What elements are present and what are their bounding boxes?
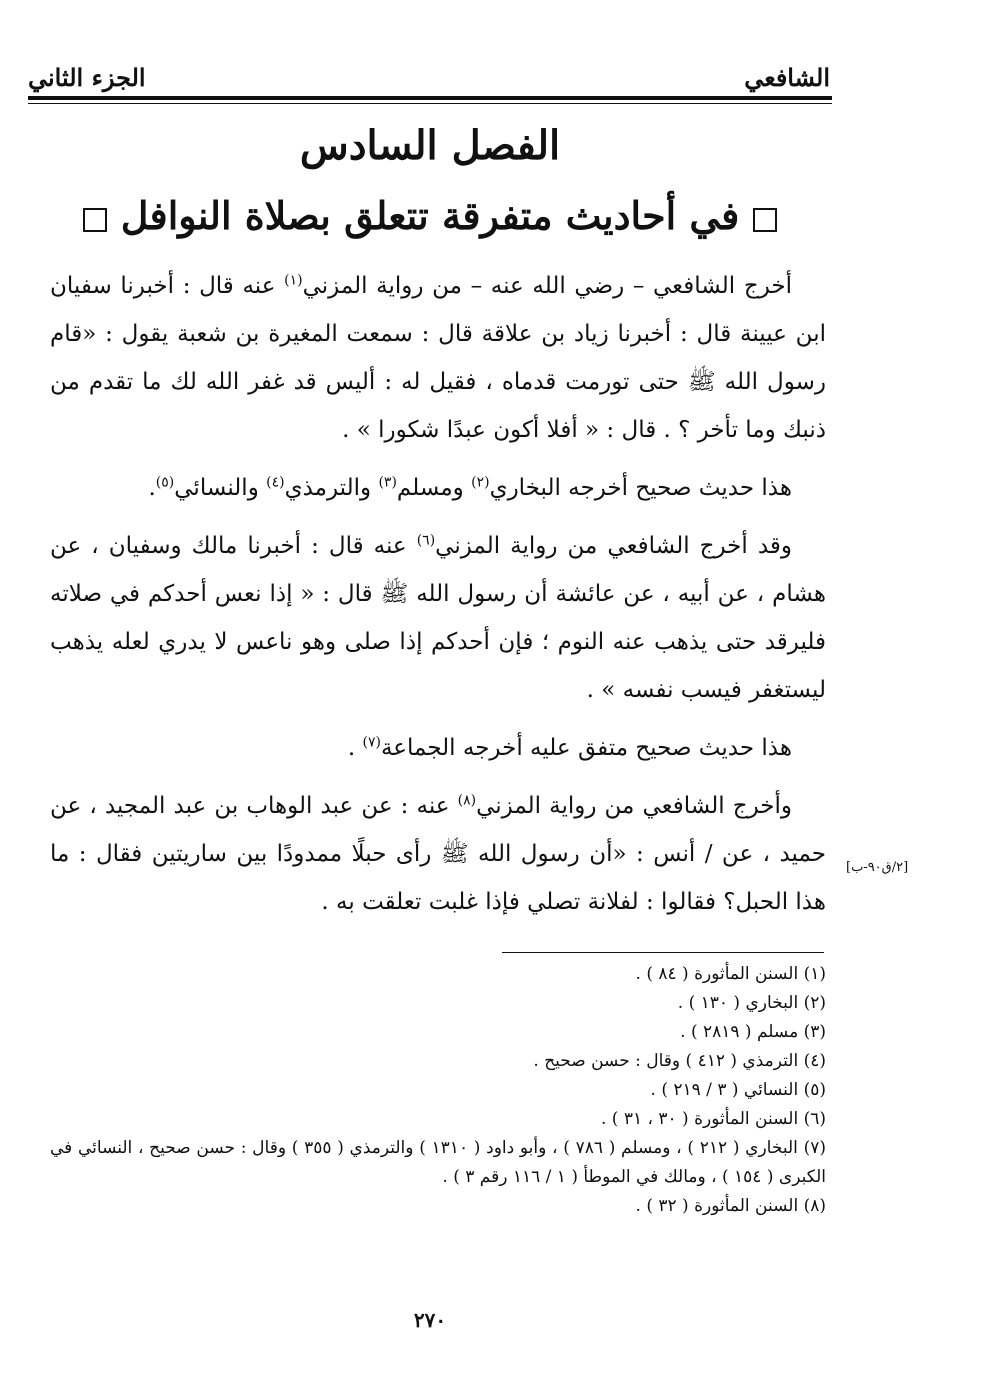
paragraph-2-text-e: . [148,475,156,501]
main-text [50,262,826,936]
paragraph-2-text-c: والترمذي [284,475,379,501]
chapter-title: الفصل السادس [299,122,561,169]
footnote-7: (٧) البخاري ( ٢١٢ ) ، ومسلم ( ٧٨٦ ) ، وأبو داود ( ١٣١٠ ) والترمذي ( ٣٥٥ ) وقال : حسن صحيح ، النسائي في الكبرى ( ١٥٤ ) ، ومالك في الموطأ ( ١ / ١١٦ رقم ٣ ) . [50,1138,826,1187]
footnote-8: (٨) السنن المأثورة ( ٣٢ ) . [635,1196,826,1216]
paragraph-3-text-a: وقد أخرج الشافعي من رواية المزني [435,533,792,559]
footnote-ref-5[interactable]: (٥) [155,474,175,491]
paragraph-5 [50,782,826,926]
paragraph-2-text-a: هذا حديث صحيح أخرجه البخاري [489,475,792,501]
square-ornament-left [83,208,107,232]
running-header [28,52,830,92]
footnote-ref-3[interactable]: (٣) [378,474,397,491]
footnote-separator [502,952,824,953]
footnote-2: (٢) البخاري ( ١٣٠ ) . [677,993,826,1013]
footnote-ref-4[interactable]: (٤) [266,474,285,491]
footnote-6: (٦) السنن المأثورة ( ٣٠ ، ٣١ ) . [600,1109,826,1129]
chapter-subtitle [28,188,832,244]
footnote-ref-2[interactable]: (٢) [471,474,490,491]
paragraph-4 [50,724,826,772]
paragraph-1-text-a: أخرج الشافعي – رضي الله عنه – من رواية المزني [302,273,792,299]
paragraph-2 [50,464,826,512]
footnote-4: (٤) الترمذي ( ٤١٢ ) وقال : حسن صحيح . [533,1051,826,1071]
square-ornament-right [753,208,777,232]
footnote-ref-8[interactable]: (٨) [457,792,477,809]
paragraph-1-text-b: عنه قال : أخبرنا سفيان ابن عيينة قال : أخبرنا زياد بن علاقة قال : سمعت المغيرة بن شعبة يقول : «قام رسول الله ﷺ حتى تورمت قدماه ، فقيل له : أليس قد غفر الله لك ما تقدم من ذنبك وما تأخر ؟ . قال : « أفلا أكون عبدًا شكورا » . [50,273,826,443]
header-volume: الجزء الثاني [28,63,146,92]
footnote-5: (٥) النسائي ( ٣ / ٢١٩ ) . [650,1080,826,1100]
footnote-3: (٣) مسلم ( ٢٨١٩ ) . [680,1022,826,1042]
paragraph-2-text-d: والنسائي [174,475,267,501]
paragraph-1 [50,262,826,454]
paragraph-4-text-a: هذا حديث صحيح متفق عليه أخرجه الجماعة [380,735,792,761]
footnote-ref-6[interactable]: (٦) [416,532,436,549]
page-number: ٢٧٠ [413,1308,447,1332]
header-rule-thin [28,103,832,104]
footnote-ref-7[interactable]: (٧) [362,734,381,751]
footnote-ref-1[interactable]: (١) [284,272,303,289]
header-rule-thick [28,96,832,100]
chapter-subtitle-text: في أحاديث متفرقة تتعلق بصلاة النوافل [120,193,740,238]
paragraph-4-text-b: . [347,735,363,761]
paragraph-2-text-b: ومسلم [396,475,472,501]
paragraph-3 [50,522,826,714]
manuscript-folio-note: [٢/ق٩٠-ب] [846,860,909,875]
paragraph-3-text-b: عنه قال : أخبرنا مالك وسفيان ، عن هشام ، عن أبيه ، عن عائشة أن رسول الله ﷺ قال : « إذا نعس أحدكم في صلاته فليرقد حتى يذهب عنه النوم ؛ فإن أحدكم إذا صلى وهو ناعس لا يدري لعله يذهب ليستغفر فيسب نفسه » . [50,533,826,703]
footnote-1: (١) السنن المأثورة ( ٨٤ ) . [635,964,826,984]
paragraph-5-text-a: وأخرج الشافعي من رواية المزني [476,793,792,819]
footnotes [50,960,826,1221]
paragraph-5-text-b: عنه : عن عبد الوهاب بن عبد المجيد ، عن حميد ، عن / أنس : «أن رسول الله ﷺ رأى حبلًا ممدودًا بين ساريتين فقال : ما هذا الحبل؟ فقالوا : لفلانة تصلي فإذا غلبت تعلقت به . [50,793,826,915]
header-book-title: الشافعي [744,63,830,92]
